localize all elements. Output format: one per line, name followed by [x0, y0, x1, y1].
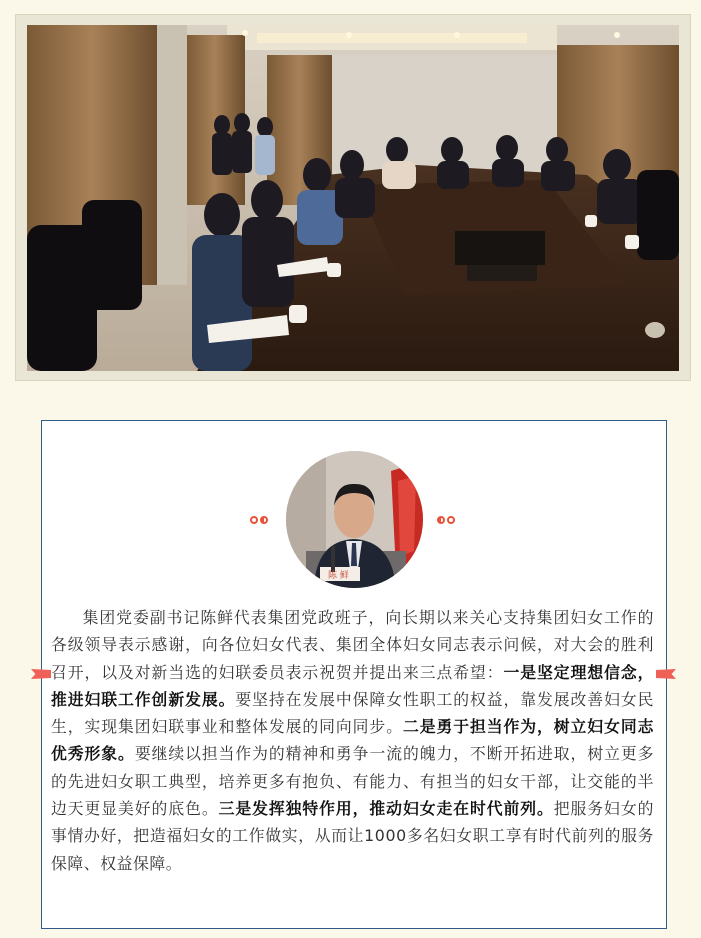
dots-left-decoration	[250, 516, 268, 524]
nameplate-label: 陈 鲜	[328, 571, 349, 581]
dots-right-decoration	[437, 516, 455, 524]
article-paragraph	[51, 604, 654, 877]
ribbon-left-decoration	[31, 669, 51, 679]
speaker-portrait	[286, 451, 423, 588]
article-key-point: 一是坚定理想信念，推进妇联工作创新发展。	[51, 662, 655, 709]
dot-icon	[447, 516, 455, 524]
article-text: 要继续以担当作为的精神和勇争一流的魄力，不断开拓进取，树立更多的先进妇女职工典型，培养更多有抱负、有能力、有担当的妇女干部，让交能的半边天更显美好的底色。	[51, 744, 654, 819]
photo-frame	[15, 14, 691, 381]
dot-icon	[260, 516, 268, 524]
article-text: 要坚持在发展中保障女性职工的权益，靠发展改善妇女民生，实现集团妇联事业和整体发展的同向同步。	[51, 689, 654, 737]
meeting-photo	[27, 25, 679, 371]
dot-icon	[250, 516, 258, 524]
ribbon-right-decoration	[656, 669, 676, 679]
article-text: 把服务妇女的事情办好，把造福妇女的工作做实，从而让1000多名妇女职工享有时代前列的服务保障、权益保障。	[51, 799, 654, 873]
article-key-point: 三是发挥独特作用，推动妇女走在时代前列。	[218, 799, 554, 819]
article-key-point: 二是勇于担当作为，树立妇女同志优秀形象。	[51, 717, 654, 764]
dot-icon	[437, 516, 445, 524]
article-text: 集团党委副书记陈鲜代表集团党政班子，向长期以来关心支持集团妇女工作的各级领导表示感谢，向各位妇女代表、集团全体妇女同志表示问候，对大会的胜利召开，以及对新当选的妇联委员表示祝贺并提出来三点希望：	[51, 608, 654, 682]
